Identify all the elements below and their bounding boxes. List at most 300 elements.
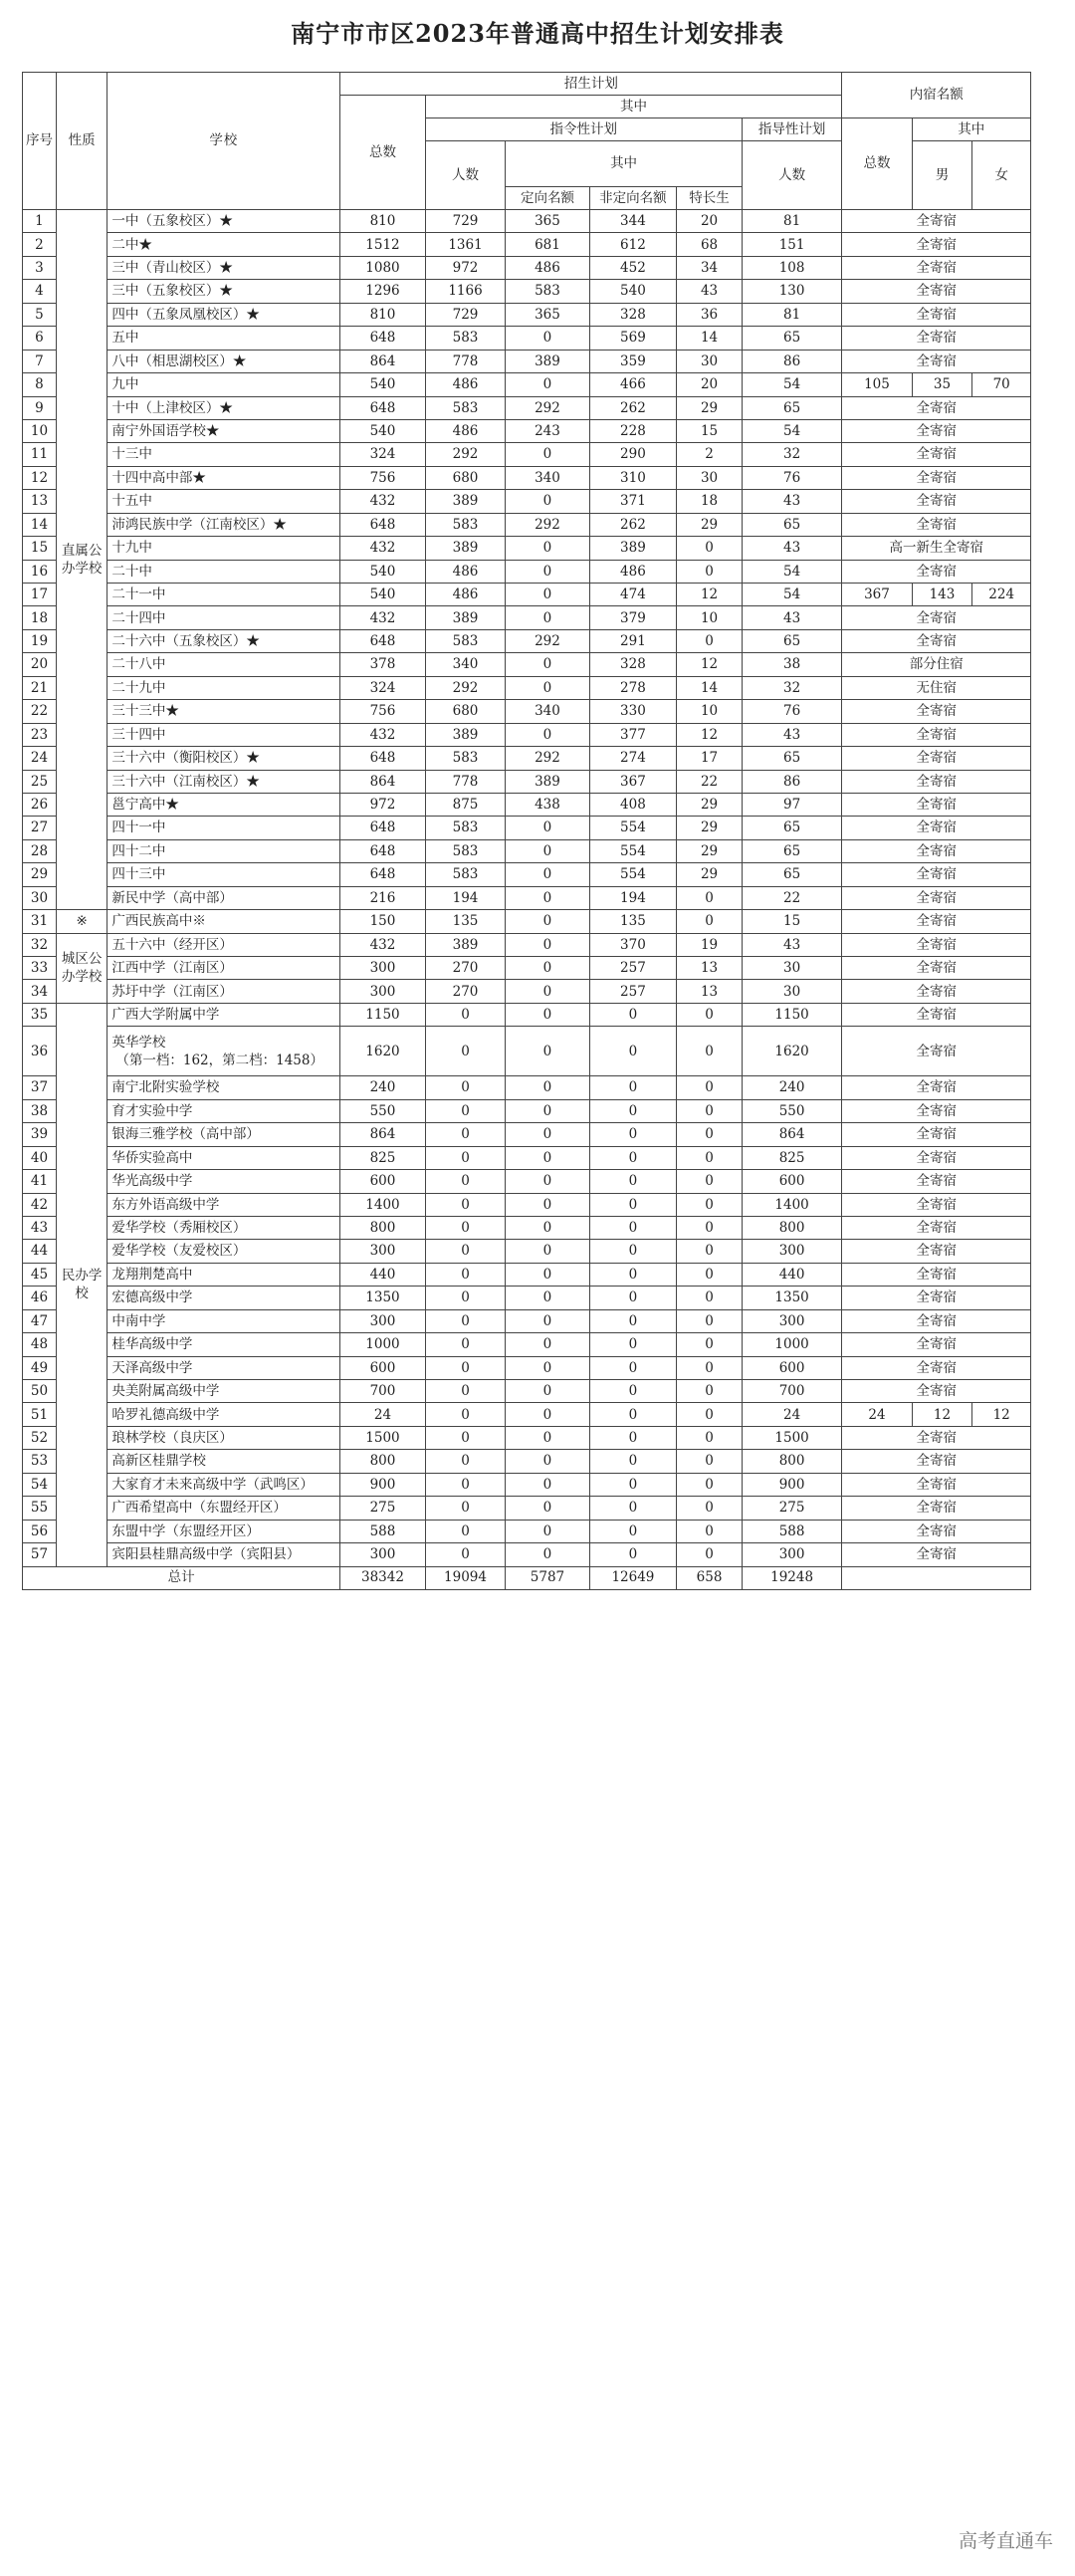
row-directive-count: 583 [425,396,506,419]
row-targeted: 0 [506,863,589,886]
row-school [108,747,340,770]
row-number: 34 [23,980,57,1003]
row-school [108,1123,340,1146]
row-directive-count: 270 [425,980,506,1003]
header-targeted: 定向名额 [506,187,589,210]
row-number: 12 [23,466,57,489]
school-name: 八中（相思湖校区）★ [111,352,247,369]
table-row [23,1216,1031,1239]
school-name: 三中（青山校区）★ [111,259,233,276]
row-school [108,1356,340,1379]
row-school [108,1473,340,1496]
row-school [108,793,340,816]
row-directive-count: 0 [425,1240,506,1263]
row-special: 0 [677,1426,743,1449]
row-number: 5 [23,303,57,326]
row-guiding-count: 240 [742,1076,842,1099]
row-number: 20 [23,653,57,676]
row-guiding-count: 76 [742,700,842,723]
header-directive-among: 其中 [506,141,742,187]
row-plan-total: 1400 [340,1193,425,1216]
row-number: 9 [23,396,57,419]
row-nature: 民办学校 [56,1003,107,1566]
row-directive-count: 583 [425,513,506,536]
row-special: 12 [677,584,743,606]
row-directive-count: 778 [425,350,506,372]
row-non-targeted: 0 [589,1426,677,1449]
table-row [23,886,1031,909]
row-directive-count: 0 [425,1333,506,1356]
row-targeted: 0 [506,886,589,909]
header-plan-total: 总数 [340,96,425,210]
row-special: 68 [677,233,743,256]
row-non-targeted: 367 [589,770,677,793]
row-non-targeted: 0 [589,1520,677,1542]
row-school [108,396,340,419]
school-name: 三十六中（江南校区）★ [111,773,260,790]
row-school [108,1287,340,1309]
row-number: 39 [23,1123,57,1146]
row-non-targeted: 540 [589,280,677,303]
row-non-targeted: 452 [589,256,677,279]
row-number: 52 [23,1426,57,1449]
row-school [108,210,340,233]
row-boarding-status: 无住宿 [842,676,1031,699]
school-name: 华光高级中学 [111,1173,193,1190]
row-boarding-status: 全寄宿 [842,1520,1031,1542]
row-boarding-status: 全寄宿 [842,327,1031,350]
row-non-targeted: 569 [589,327,677,350]
row-plan-total: 540 [340,419,425,442]
table-row [23,1520,1031,1542]
row-plan-total: 540 [340,373,425,396]
row-special: 15 [677,419,743,442]
row-school [108,280,340,303]
row-non-targeted: 328 [589,303,677,326]
row-number: 40 [23,1146,57,1169]
row-non-targeted: 278 [589,676,677,699]
table-row [23,1099,1031,1122]
row-directive-count: 583 [425,839,506,862]
row-directive-count: 729 [425,303,506,326]
school-name: 东盟中学（东盟经开区） [111,1522,260,1539]
row-school [108,1146,340,1169]
row-special: 0 [677,537,743,560]
row-non-targeted: 344 [589,210,677,233]
row-boarding-status: 全寄宿 [842,863,1031,886]
row-non-targeted: 554 [589,817,677,839]
table-row [23,1170,1031,1193]
row-non-targeted: 0 [589,1473,677,1496]
row-directive-count: 292 [425,443,506,466]
school-name: 九中 [111,376,139,393]
row-special: 30 [677,350,743,372]
row-non-targeted: 377 [589,723,677,746]
row-guiding-count: 81 [742,303,842,326]
row-school [108,373,340,396]
school-name: 桂华高级中学 [111,1336,193,1353]
total-directive-count: 19094 [425,1566,506,1589]
row-targeted: 340 [506,700,589,723]
row-non-targeted: 0 [589,1403,677,1426]
header-guiding: 指导性计划 [742,118,842,141]
school-name: 二十一中 [111,586,166,603]
row-non-targeted: 554 [589,863,677,886]
school-name: 五十六中（经开区） [111,936,233,953]
row-directive-count: 1361 [425,233,506,256]
row-targeted: 389 [506,770,589,793]
row-non-targeted: 370 [589,933,677,956]
row-number: 56 [23,1520,57,1542]
row-directive-count: 0 [425,1027,506,1076]
row-plan-total: 550 [340,1099,425,1122]
school-note: （第一档：162，第二档：1458） [115,1052,323,1068]
row-number: 36 [23,1027,57,1076]
row-special: 0 [677,1193,743,1216]
row-boarding-status: 全寄宿 [842,1216,1031,1239]
row-targeted: 0 [506,1027,589,1076]
row-guiding-count: 440 [742,1263,842,1286]
school-name: 南宁北附实验学校 [111,1079,220,1096]
row-special: 0 [677,1473,743,1496]
row-number: 41 [23,1170,57,1193]
row-directive-count: 0 [425,1380,506,1403]
row-targeted: 0 [506,443,589,466]
row-special: 0 [677,1123,743,1146]
row-targeted: 0 [506,1333,589,1356]
school-name: 新民中学（高中部） [111,889,233,906]
row-non-targeted: 0 [589,1170,677,1193]
school-name: 爱华学校（秀厢校区） [111,1220,247,1237]
row-directive-count: 0 [425,1076,506,1099]
total-targeted: 5787 [506,1566,589,1589]
row-directive-count: 680 [425,700,506,723]
row-targeted: 0 [506,817,589,839]
row-number: 1 [23,210,57,233]
table-row [23,1240,1031,1263]
header-directive-count: 人数 [425,141,506,210]
row-boarding-status: 全寄宿 [842,980,1031,1003]
row-school [108,1263,340,1286]
row-boarding-male: 35 [912,373,972,396]
row-directive-count: 270 [425,957,506,980]
row-school [108,1170,340,1193]
row-targeted: 0 [506,957,589,980]
row-plan-total: 648 [340,839,425,862]
row-special: 2 [677,443,743,466]
row-non-targeted: 0 [589,1123,677,1146]
row-number: 8 [23,373,57,396]
school-name: 中南中学 [111,1312,166,1329]
row-targeted: 0 [506,1003,589,1026]
row-special: 0 [677,910,743,933]
row-guiding-count: 81 [742,210,842,233]
row-guiding-count: 65 [742,863,842,886]
row-special: 43 [677,280,743,303]
school-name: 央美附属高级中学 [111,1383,220,1400]
row-special: 22 [677,770,743,793]
row-targeted: 0 [506,1170,589,1193]
row-guiding-count: 300 [742,1240,842,1263]
school-name: 三十四中 [111,726,166,743]
table-row [23,466,1031,489]
row-non-targeted: 371 [589,490,677,513]
row-number: 57 [23,1543,57,1566]
row-boarding-male: 143 [912,584,972,606]
row-guiding-count: 65 [742,327,842,350]
row-school [108,1426,340,1449]
school-name: 五中 [111,330,139,347]
row-non-targeted: 262 [589,396,677,419]
header-plan-among: 其中 [425,96,842,118]
row-school [108,233,340,256]
header-directive: 指令性计划 [425,118,742,141]
row-boarding-status: 全寄宿 [842,1287,1031,1309]
row-school [108,1003,340,1026]
table-row [23,770,1031,793]
row-plan-total: 800 [340,1450,425,1473]
header-female: 女 [972,141,1031,210]
row-school [108,490,340,513]
row-guiding-count: 43 [742,537,842,560]
row-targeted: 0 [506,584,589,606]
row-special: 0 [677,1520,743,1542]
row-boarding-status: 全寄宿 [842,1356,1031,1379]
table-body [23,210,1031,1590]
row-non-targeted: 0 [589,1099,677,1122]
row-guiding-count: 86 [742,770,842,793]
table-row [23,396,1031,419]
row-school [108,1333,340,1356]
row-guiding-count: 65 [742,839,842,862]
row-directive-count: 0 [425,1403,506,1426]
table-row [23,1356,1031,1379]
row-boarding-status: 全寄宿 [842,1380,1031,1403]
school-name: 江西中学（江南区） [111,960,233,977]
row-guiding-count: 22 [742,886,842,909]
total-non-targeted: 12649 [589,1566,677,1589]
header-plan: 招生计划 [340,73,842,96]
row-plan-total: 756 [340,700,425,723]
row-school [108,1099,340,1122]
row-school [108,863,340,886]
row-boarding-status: 全寄宿 [842,629,1031,652]
header-special: 特长生 [677,187,743,210]
row-number: 50 [23,1380,57,1403]
row-number: 14 [23,513,57,536]
row-plan-total: 300 [340,1240,425,1263]
row-plan-total: 432 [340,933,425,956]
row-directive-count: 389 [425,933,506,956]
row-special: 29 [677,839,743,862]
table-row [23,584,1031,606]
row-number: 38 [23,1099,57,1122]
row-guiding-count: 65 [742,817,842,839]
row-plan-total: 1296 [340,280,425,303]
row-school [108,957,340,980]
row-boarding-status: 全寄宿 [842,957,1031,980]
row-number: 27 [23,817,57,839]
row-guiding-count: 43 [742,490,842,513]
row-guiding-count: 54 [742,419,842,442]
row-number: 10 [23,419,57,442]
table-row [23,700,1031,723]
row-school [108,419,340,442]
row-school [108,1240,340,1263]
row-directive-count: 972 [425,256,506,279]
row-boarding-status: 全寄宿 [842,256,1031,279]
row-directive-count: 389 [425,490,506,513]
row-plan-total: 540 [340,584,425,606]
school-name: 二十四中 [111,609,166,626]
row-guiding-count: 1350 [742,1287,842,1309]
row-boarding-status: 全寄宿 [842,700,1031,723]
row-plan-total: 1000 [340,1333,425,1356]
row-number: 51 [23,1403,57,1426]
table-row [23,350,1031,372]
row-non-targeted: 0 [589,1309,677,1332]
row-plan-total: 24 [340,1403,425,1426]
school-name: 龙翔荆楚高中 [111,1266,193,1283]
row-boarding-status: 全寄宿 [842,303,1031,326]
row-directive-count: 0 [425,1543,506,1566]
row-guiding-count: 600 [742,1356,842,1379]
table-row [23,863,1031,886]
school-name: 四十三中 [111,866,166,883]
row-guiding-count: 300 [742,1309,842,1332]
row-guiding-count: 1000 [742,1333,842,1356]
row-special: 19 [677,933,743,956]
row-non-targeted: 0 [589,1543,677,1566]
row-boarding-status: 全寄宿 [842,1450,1031,1473]
row-school [108,1450,340,1473]
row-special: 0 [677,1403,743,1426]
row-boarding-status: 全寄宿 [842,747,1031,770]
row-targeted: 0 [506,1287,589,1309]
table-row [23,606,1031,629]
header-non-targeted: 非定向名额 [589,187,677,210]
row-directive-count: 0 [425,1146,506,1169]
row-guiding-count: 65 [742,747,842,770]
row-directive-count: 0 [425,1099,506,1122]
school-name: 广西民族高中※ [111,913,206,930]
row-targeted: 0 [506,1426,589,1449]
row-non-targeted: 0 [589,1263,677,1286]
row-school [108,770,340,793]
row-targeted: 0 [506,373,589,396]
row-non-targeted: 310 [589,466,677,489]
row-directive-count: 0 [425,1123,506,1146]
row-directive-count: 389 [425,723,506,746]
row-boarding-status: 全寄宿 [842,1240,1031,1263]
row-guiding-count: 700 [742,1380,842,1403]
row-school [108,1216,340,1239]
table-row [23,1193,1031,1216]
row-school [108,537,340,560]
page-title: 南宁市市区2023年普通高中招生计划安排表 [291,19,784,48]
row-guiding-count: 864 [742,1123,842,1146]
row-number: 44 [23,1240,57,1263]
row-plan-total: 432 [340,490,425,513]
school-name: 宏德高级中学 [111,1289,193,1306]
row-targeted: 438 [506,793,589,816]
row-targeted: 0 [506,1263,589,1286]
row-boarding-status: 全寄宿 [842,396,1031,419]
row-plan-total: 540 [340,560,425,583]
row-boarding-status: 全寄宿 [842,490,1031,513]
row-directive-count: 389 [425,606,506,629]
table-row [23,1543,1031,1566]
row-school [108,1543,340,1566]
row-boarding-status: 全寄宿 [842,1473,1031,1496]
row-non-targeted: 0 [589,1450,677,1473]
row-plan-total: 600 [340,1170,425,1193]
row-plan-total: 378 [340,653,425,676]
school-name: 二十八中 [111,656,166,673]
school-name: 十九中 [111,540,152,557]
row-non-targeted: 0 [589,1287,677,1309]
row-school [108,350,340,372]
row-number: 55 [23,1497,57,1520]
row-number: 45 [23,1263,57,1286]
row-targeted: 0 [506,327,589,350]
row-special: 0 [677,1216,743,1239]
table-row [23,1497,1031,1520]
row-nature: 城区公办学校 [56,933,107,1003]
row-school [108,560,340,583]
row-special: 0 [677,1497,743,1520]
school-name: 十四中高中部★ [111,469,206,486]
table-row [23,1076,1031,1099]
table-row [23,1380,1031,1403]
school-name: 哈罗礼德高级中学 [111,1406,220,1423]
row-boarding-status: 全寄宿 [842,419,1031,442]
row-number: 33 [23,957,57,980]
table-row [23,723,1031,746]
school-name: 育才实验中学 [111,1102,193,1119]
row-non-targeted: 0 [589,1146,677,1169]
row-guiding-count: 76 [742,466,842,489]
row-targeted: 292 [506,747,589,770]
row-boarding-total: 367 [842,584,912,606]
row-plan-total: 588 [340,1520,425,1542]
row-guiding-count: 130 [742,280,842,303]
row-directive-count: 778 [425,770,506,793]
school-name: 华侨实验高中 [111,1149,193,1166]
row-targeted: 0 [506,1099,589,1122]
row-directive-count: 583 [425,817,506,839]
row-plan-total: 440 [340,1263,425,1286]
row-school [108,629,340,652]
total-plan-total: 38342 [340,1566,425,1589]
row-number: 22 [23,700,57,723]
row-targeted: 0 [506,910,589,933]
row-number: 19 [23,629,57,652]
total-row [23,1566,1031,1589]
row-number: 26 [23,793,57,816]
row-boarding-status: 全寄宿 [842,1076,1031,1099]
row-school [108,327,340,350]
row-plan-total: 432 [340,723,425,746]
row-school [108,1380,340,1403]
row-school [108,513,340,536]
row-directive-count: 194 [425,886,506,909]
row-guiding-count: 30 [742,980,842,1003]
row-plan-total: 1080 [340,256,425,279]
row-school [108,606,340,629]
row-non-targeted: 554 [589,839,677,862]
table-row [23,747,1031,770]
